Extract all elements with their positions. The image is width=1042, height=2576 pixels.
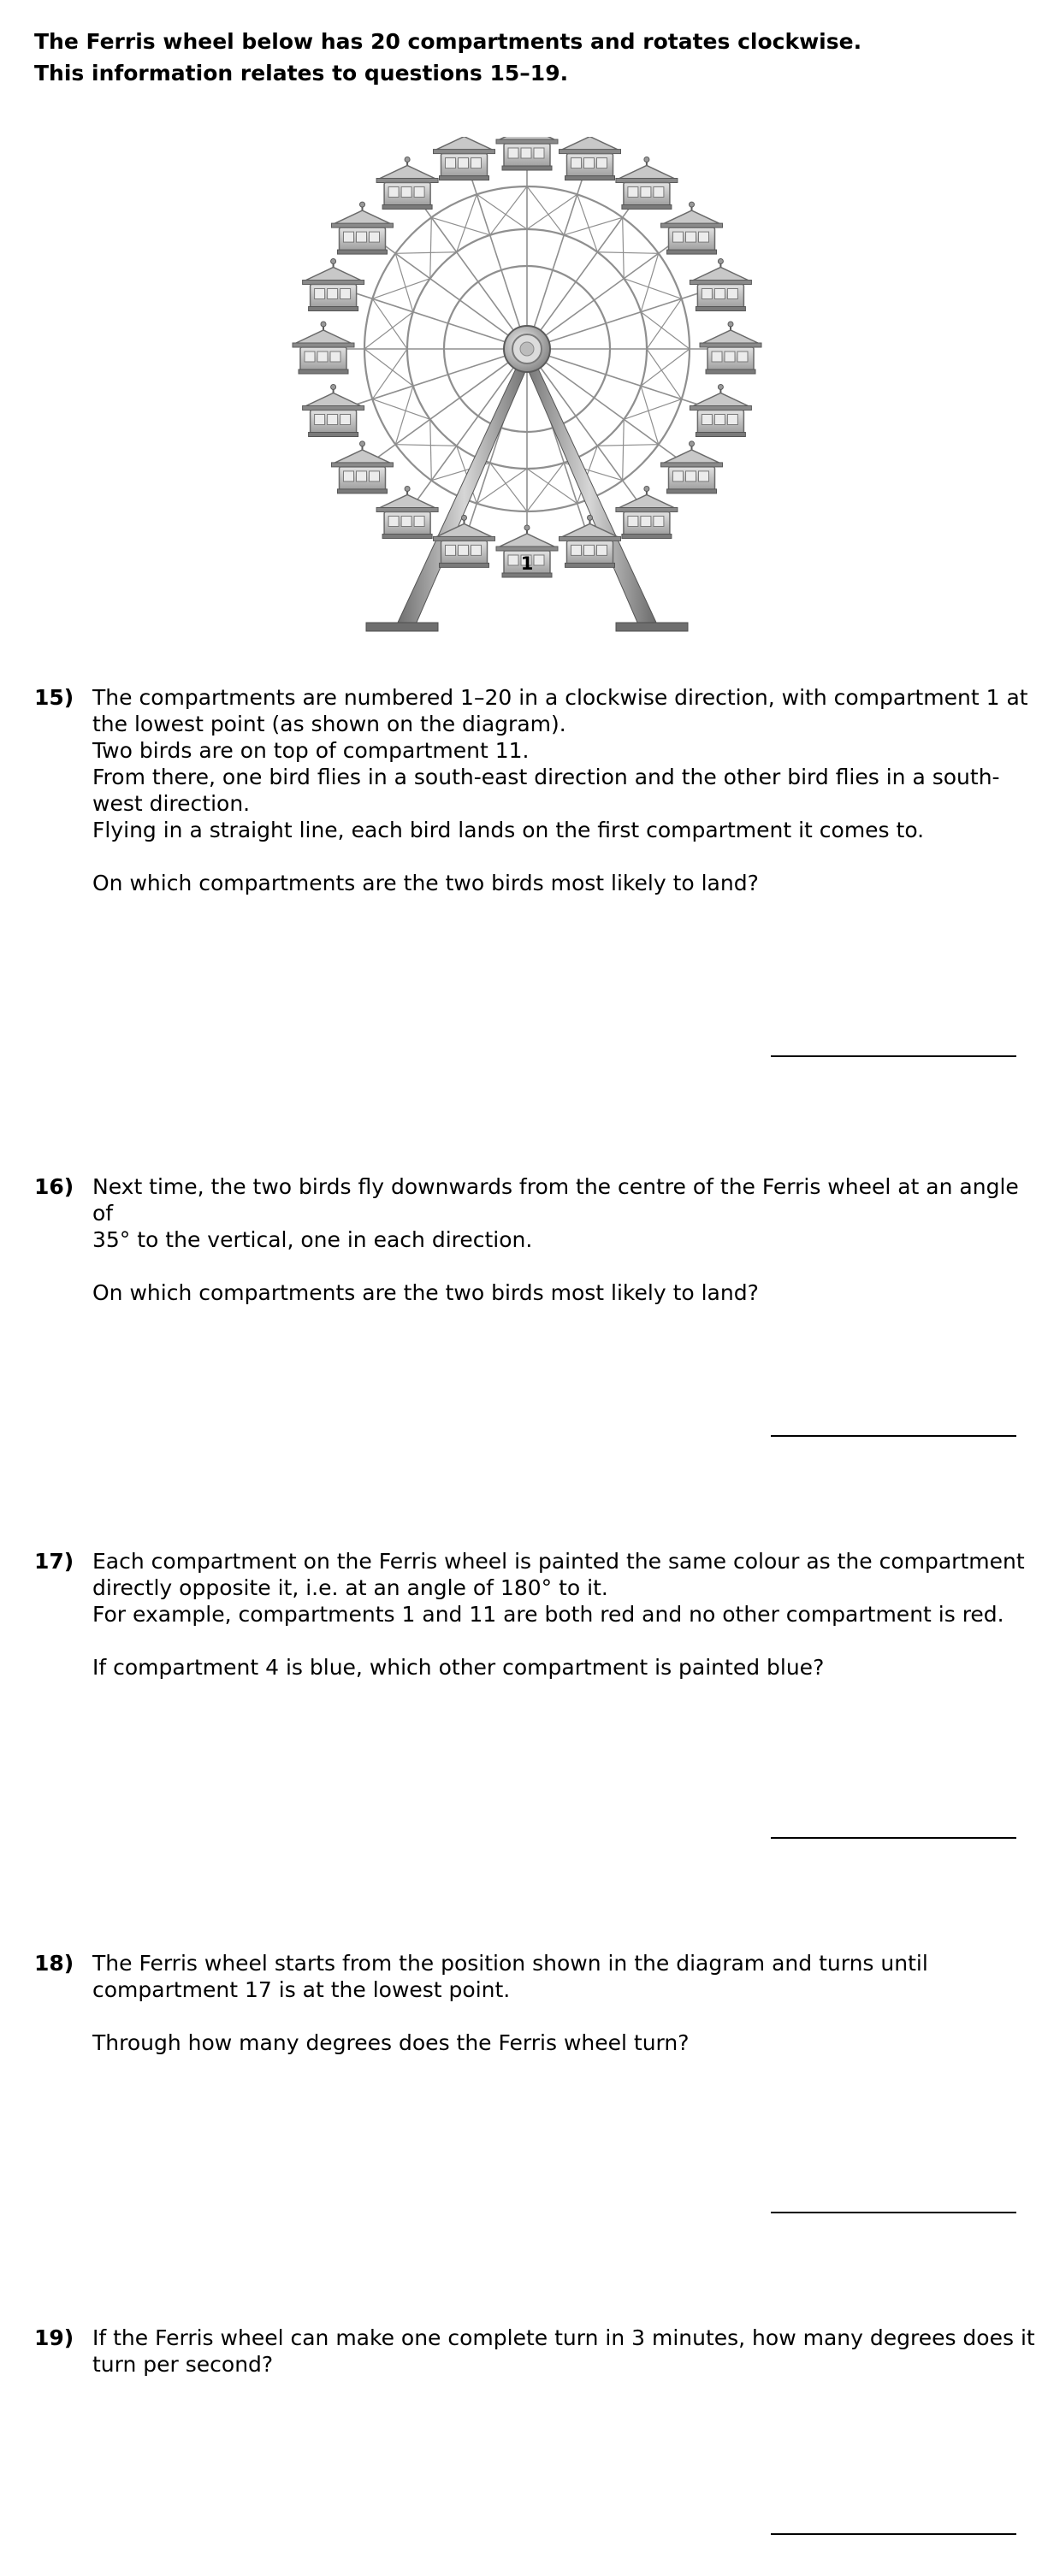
question-body xyxy=(92,684,1042,896)
wheel-brace xyxy=(430,217,432,278)
compartment-window xyxy=(471,545,482,555)
compartment-base xyxy=(667,250,717,254)
compartment-roof xyxy=(435,137,494,151)
compartment-window xyxy=(459,158,469,168)
question-prompt: Through how many degrees does the Ferris wheel turn? xyxy=(92,2030,690,2055)
wheel-brace xyxy=(641,349,690,386)
compartment-roof xyxy=(702,330,760,344)
compartment-window xyxy=(401,187,411,198)
compartment-window xyxy=(508,148,518,158)
left-base-plate xyxy=(366,623,438,631)
compartment-window xyxy=(414,187,424,198)
compartment xyxy=(661,441,723,493)
compartment-window xyxy=(344,471,354,482)
compartment-roof xyxy=(663,210,721,224)
question-number: 19) xyxy=(34,2325,74,2350)
compartment-window xyxy=(315,289,325,299)
compartment-window xyxy=(641,517,651,527)
compartment-base xyxy=(622,205,672,210)
question-prompt: On which compartments are the two birds most likely to land? xyxy=(92,871,759,895)
intro-line-1: The Ferris wheel below has 20 compartments and rotates clockwise. xyxy=(34,29,862,54)
compartment-base xyxy=(667,489,717,493)
compartment-window xyxy=(305,352,315,362)
question-text-line: The Ferris wheel starts from the position shown in the diagram and turns until xyxy=(92,1951,928,1976)
compartment-base xyxy=(565,563,615,567)
compartment-window xyxy=(673,232,684,242)
wheel-brace xyxy=(477,469,527,504)
answer-line-19[interactable] xyxy=(771,2533,1016,2535)
compartment-window xyxy=(714,289,725,299)
right-base-plate xyxy=(616,623,688,631)
wheel-brace xyxy=(624,279,681,299)
compartment-window xyxy=(344,232,354,242)
compartment-pivot xyxy=(331,259,336,264)
wheel-spoke xyxy=(545,287,716,343)
compartment xyxy=(332,202,394,254)
compartment-pivot xyxy=(405,157,410,162)
compartment-base xyxy=(338,250,388,254)
compartment-window xyxy=(737,352,748,362)
compartment-window xyxy=(521,148,531,158)
compartment-window xyxy=(725,352,735,362)
compartment-window xyxy=(330,352,340,362)
answer-line-16[interactable] xyxy=(771,1435,1016,1437)
wheel-hub xyxy=(504,326,550,372)
wheel-brace xyxy=(623,419,625,480)
wheel-brace xyxy=(623,217,625,278)
compartment-roof xyxy=(378,166,436,180)
wheel-brace xyxy=(597,445,658,446)
question-number: 18) xyxy=(34,1951,74,1976)
compartment-window xyxy=(401,517,411,527)
compartment xyxy=(434,515,495,567)
wheel-brace xyxy=(430,419,432,480)
compartment-window xyxy=(370,232,380,242)
question-number: 16) xyxy=(34,1174,74,1199)
wheel-brace xyxy=(477,194,527,229)
wheel-brace xyxy=(624,399,681,420)
compartment-window xyxy=(315,415,325,425)
compartment-pivot xyxy=(321,322,326,327)
compartment-window xyxy=(508,555,518,565)
compartment-window xyxy=(571,545,582,555)
wheel-brace xyxy=(641,386,659,444)
compartment-pivot xyxy=(690,441,695,446)
wheel-brace xyxy=(372,279,429,299)
compartment-window xyxy=(328,415,338,425)
answer-line-17[interactable] xyxy=(771,1837,1016,1839)
compartment xyxy=(434,137,495,180)
compartment-roof xyxy=(378,495,436,509)
compartment xyxy=(496,137,558,170)
wheel-spoke xyxy=(338,355,509,411)
question-number: 15) xyxy=(34,685,74,710)
compartment-window xyxy=(357,232,367,242)
wheel-brace xyxy=(641,253,659,311)
compartment-base xyxy=(696,433,745,437)
wheel-brace xyxy=(431,217,489,235)
wheel-brace xyxy=(527,194,577,229)
wheel-brace xyxy=(372,399,429,420)
compartment xyxy=(376,487,438,539)
compartment xyxy=(661,202,723,254)
compartment-window xyxy=(471,158,482,168)
compartment-pivot xyxy=(360,441,365,446)
compartment-roof xyxy=(305,393,363,407)
compartment-roof xyxy=(334,450,392,464)
question-body xyxy=(92,2325,1042,2378)
wheel-brace xyxy=(490,463,527,511)
compartment-base xyxy=(382,205,432,210)
compartment-roof xyxy=(618,495,676,509)
compartment-pivot xyxy=(462,515,467,520)
compartment xyxy=(303,259,364,311)
compartment-pivot xyxy=(644,487,649,492)
question-text-line: Next time, the two birds fly downwards from the centre of the Ferris wheel at an angle of xyxy=(92,1174,1019,1226)
compartment-window xyxy=(317,352,328,362)
wheel-brace xyxy=(395,386,413,444)
question-text-line: directly opposite it, i.e. at an angle of 180° to it. xyxy=(92,1575,608,1600)
compartment-base xyxy=(440,563,489,567)
compartment-roof xyxy=(663,450,721,464)
compartment-window xyxy=(699,471,709,482)
compartment-window xyxy=(534,555,544,565)
compartment-roof xyxy=(498,534,556,547)
wheel-brace xyxy=(372,349,407,399)
compartment xyxy=(690,385,751,437)
question-prompt: On which compartments are the two birds most likely to land? xyxy=(92,1280,759,1305)
compartment-window xyxy=(702,415,712,425)
compartment-pivot xyxy=(690,202,695,207)
compartment-window xyxy=(357,471,367,482)
compartment-pivot xyxy=(588,515,593,520)
compartment-window xyxy=(597,545,607,555)
compartment-pivot xyxy=(718,385,723,390)
compartment xyxy=(616,157,678,210)
question-text-line: Two birds are on top of compartment 11. xyxy=(92,738,530,763)
compartment-window xyxy=(597,158,607,168)
wheel-brace xyxy=(564,217,622,235)
wheel-spoke xyxy=(338,287,509,343)
wheel-spoke xyxy=(533,160,589,331)
compartment-window xyxy=(459,545,469,555)
compartment-window xyxy=(340,289,351,299)
compartment-base xyxy=(622,535,672,539)
compartment-window xyxy=(328,289,338,299)
question-text-line: From there, one bird flies in a south-east direction and the other bird flies in a south- xyxy=(92,765,1000,789)
compartment-window xyxy=(446,158,456,168)
question-text-line: Each compartment on the Ferris wheel is painted the same colour as the compartment xyxy=(92,1549,1025,1574)
compartment xyxy=(616,487,678,539)
compartment-window xyxy=(654,187,664,198)
compartment-base xyxy=(502,166,552,170)
compartment-pivot xyxy=(718,259,723,264)
compartment-window xyxy=(641,187,651,198)
question-text-line: turn per second? xyxy=(92,2352,274,2377)
question-text-line: compartment 17 is at the lowest point. xyxy=(92,1977,511,2002)
compartment-window xyxy=(534,148,544,158)
question-number: 17) xyxy=(34,1549,74,1574)
question-text-line: 35° to the vertical, one in each direction. xyxy=(92,1227,533,1252)
compartment-window xyxy=(628,517,638,527)
wheel-spoke xyxy=(545,355,716,411)
compartment-window xyxy=(673,471,684,482)
question-body xyxy=(92,1548,1042,1681)
question-text-line: The compartments are numbered 1–20 in a clockwise direction, with compartment 1 at xyxy=(92,685,1028,710)
question-text-line: If the Ferris wheel can make one complete turn in 3 minutes, how many degrees does it xyxy=(92,2325,1035,2350)
compartment-pivot xyxy=(644,157,649,162)
wheel-brace xyxy=(457,194,477,251)
compartment xyxy=(376,157,438,210)
compartment-window xyxy=(370,471,380,482)
compartment-window xyxy=(702,289,712,299)
compartment xyxy=(559,137,621,180)
hub-center xyxy=(520,342,534,356)
question-text-line: Flying in a straight line, each bird lands on the first compartment it comes to. xyxy=(92,818,925,842)
compartment-pivot xyxy=(360,202,365,207)
compartment-roof xyxy=(305,268,363,281)
ferris-wheel-figure xyxy=(289,137,768,633)
compartment-roof xyxy=(691,268,749,281)
compartment-base xyxy=(440,176,489,180)
wheel-spoke xyxy=(465,160,521,331)
wheel-brace xyxy=(395,445,456,446)
compartment-base xyxy=(382,535,432,539)
answer-line-15[interactable] xyxy=(771,1055,1016,1057)
compartment-window xyxy=(584,158,595,168)
compartment-pivot xyxy=(524,525,530,530)
compartment-base xyxy=(338,489,388,493)
compartment-pivot xyxy=(728,322,733,327)
question-body xyxy=(92,1950,1042,2056)
question-text-line: west direction. xyxy=(92,791,251,816)
compartment-roof xyxy=(618,166,676,180)
question-prompt: If compartment 4 is blue, which other compartment is painted blue? xyxy=(92,1655,825,1680)
compartment-window xyxy=(571,158,582,168)
wheel-brace xyxy=(395,252,456,254)
compartment-roof xyxy=(561,137,619,151)
compartment-window xyxy=(654,517,664,527)
ferris-wheel-diagram xyxy=(289,137,768,633)
compartment xyxy=(332,441,394,493)
wheel-brace xyxy=(577,194,598,251)
compartment xyxy=(293,322,354,374)
compartment-window xyxy=(712,352,722,362)
compartment-window xyxy=(388,187,399,198)
compartment-window xyxy=(727,289,737,299)
compartment-pivot xyxy=(405,487,410,492)
compartment-roof xyxy=(334,210,392,224)
compartment-window xyxy=(414,517,424,527)
compartment-base xyxy=(706,369,755,374)
compartment-window xyxy=(628,187,638,198)
compartment-base xyxy=(309,307,358,311)
compartment-window xyxy=(446,545,456,555)
compartment-window xyxy=(388,517,399,527)
compartment-base xyxy=(696,307,745,311)
wheel-brace xyxy=(527,186,564,235)
question-body xyxy=(92,1173,1042,1306)
wheel-brace xyxy=(647,349,682,399)
compartment-window xyxy=(686,471,696,482)
question-text-line: the lowest point (as shown on the diagram). xyxy=(92,712,566,736)
compartment-base xyxy=(299,369,348,374)
compartment xyxy=(303,385,364,437)
wheel-brace xyxy=(364,312,413,349)
compartment xyxy=(559,515,621,567)
wheel-brace xyxy=(364,349,413,386)
compartment xyxy=(700,322,761,374)
compartment-base xyxy=(309,433,358,437)
compartment-pivot xyxy=(331,385,336,390)
compartment xyxy=(690,259,751,311)
compartment-window xyxy=(686,232,696,242)
compartment-window xyxy=(584,545,595,555)
wheel-brace xyxy=(395,253,413,311)
compartment-window xyxy=(699,232,709,242)
compartment-base xyxy=(565,176,615,180)
intro-line-2: This information relates to questions 15–19. xyxy=(34,61,569,86)
compartment-window xyxy=(714,415,725,425)
answer-line-18[interactable] xyxy=(771,2212,1016,2213)
wheel-brace xyxy=(597,252,658,254)
wheel-brace xyxy=(641,312,690,349)
compartment-roof xyxy=(691,393,749,407)
compartment-roof xyxy=(294,330,352,344)
wheel-brace xyxy=(527,469,577,504)
wheel-brace xyxy=(490,186,527,235)
wheel-brace xyxy=(527,463,564,511)
compartment-window xyxy=(727,415,737,425)
wheel-brace xyxy=(372,298,407,349)
instructions xyxy=(34,26,861,89)
compartment-1-label: 1 xyxy=(520,553,534,574)
compartment-window xyxy=(340,415,351,425)
wheel-brace xyxy=(647,298,682,349)
question-text-line: For example, compartments 1 and 11 are both red and no other compartment is red. xyxy=(92,1602,1004,1627)
